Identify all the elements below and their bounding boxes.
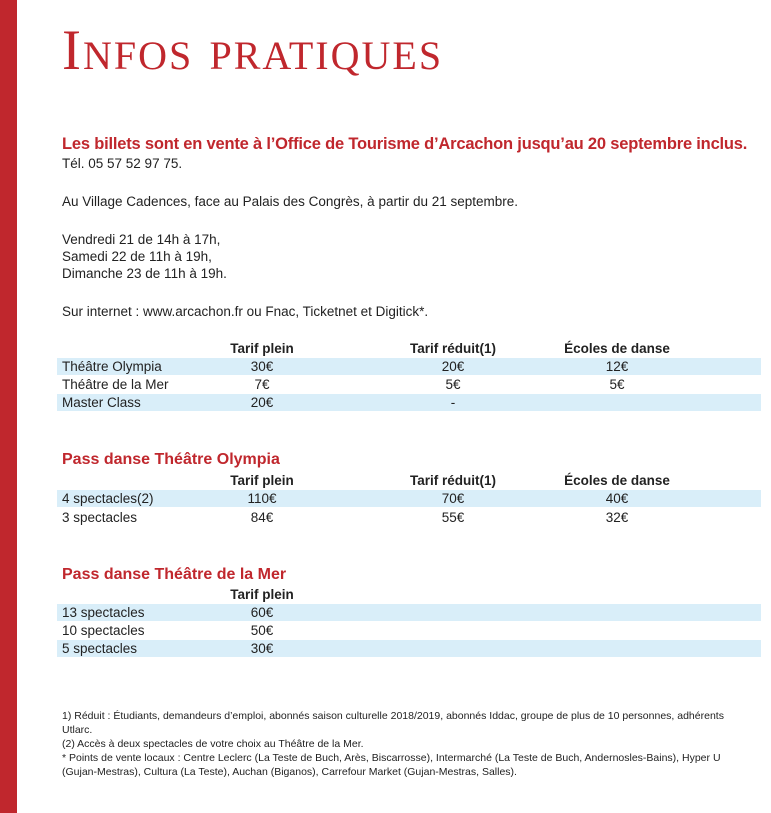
price-ecoles-danse: 12€ (605, 359, 629, 374)
header-tarif-plein: Tarif plein (230, 341, 294, 356)
tarifs-header-row (57, 340, 761, 357)
row-label: Théâtre de la Mer (62, 377, 169, 392)
page-title: Infos pratiques (62, 19, 444, 82)
header-tarif-reduit: Tarif réduit(1) (409, 341, 497, 356)
footnote-points-de-vente: * Points de vente locaux : Centre Leclerc (La Teste de Buch, Arès, Biscarrosse), Intermarché (La Teste de Buch, Andernosles-Bains), Hyper U (Gujan-Mestras), Cultura (La Teste), Auchan (Biganos), Carrefour Market (Gujan-Mestras, Salles). (62, 752, 721, 778)
price-tarif-reduit: 20€ (441, 359, 465, 374)
price-tarif-plein: 7€ (254, 377, 270, 392)
header-ecoles-danse: Écoles de danse (564, 473, 670, 488)
price-tarif-reduit: - (450, 395, 456, 410)
pass-olympia-title: Pass danse Théâtre Olympia (62, 451, 280, 468)
price-ecoles-danse: 40€ (605, 491, 629, 506)
schedule-saturday: Samedi 22 de 11h à 19h, (62, 249, 212, 264)
price-ecoles-danse: 32€ (605, 510, 629, 525)
table-row (57, 640, 761, 657)
price-tarif-plein: 30€ (250, 641, 274, 656)
footnote-reduit: 1) Réduit : Étudiants, demandeurs d’emploi, abonnés saison culturelle 2018/2019, abonnés Iddac, groupe de plus de 10 personnes, adhérents Utlarc. (62, 710, 724, 736)
table-row (57, 604, 761, 621)
row-label: 10 spectacles (62, 623, 145, 638)
header-tarif-plein: Tarif plein (230, 473, 294, 488)
internet-info: Sur internet : www.arcachon.fr ou Fnac, Ticketnet et Digitick*. (62, 304, 429, 319)
table-row (57, 376, 761, 393)
table-row (57, 509, 761, 526)
price-tarif-reduit: 55€ (441, 510, 465, 525)
row-label: 3 spectacles (62, 510, 138, 525)
schedule-friday: Vendredi 21 de 14h à 17h, (62, 232, 221, 247)
left-accent-bar (0, 0, 17, 813)
row-label: 4 spectacles(2) (62, 491, 154, 506)
row-label: 13 spectacles (62, 605, 145, 620)
price-tarif-reduit: 5€ (445, 377, 461, 392)
price-tarif-plein: 60€ (250, 605, 274, 620)
price-ecoles-danse: 5€ (609, 377, 625, 392)
pass-mer-title: Pass danse Théâtre de la Mer (62, 566, 287, 583)
price-tarif-plein: 84€ (250, 510, 274, 525)
footnote-acces: (2) Accès à deux spectacles de votre choix au Théâtre de la Mer. (62, 738, 364, 750)
price-tarif-plein: 20€ (250, 395, 274, 410)
price-tarif-plein: 110€ (247, 491, 277, 506)
table-row (57, 358, 761, 375)
price-tarif-plein: 30€ (250, 359, 274, 374)
header-tarif-reduit: Tarif réduit(1) (409, 473, 497, 488)
header-ecoles-danse: Écoles de danse (564, 341, 670, 356)
table-row (57, 490, 761, 507)
olympia-header-row (57, 472, 761, 489)
price-tarif-plein: 50€ (250, 623, 274, 638)
ticket-sales-headline: Les billets sont en vente à l’Office de Tourisme d’Arcachon jusqu’au 20 septembre inclus. (62, 135, 748, 153)
row-label: Théâtre Olympia (62, 359, 162, 374)
phone-number: Tél. 05 57 52 97 75. (62, 156, 183, 171)
mer-header-row (57, 586, 761, 603)
schedule-sunday: Dimanche 23 de 11h à 19h. (62, 266, 227, 281)
table-row (57, 622, 761, 639)
village-info: Au Village Cadences, face au Palais des Congrès, à partir du 21 septembre. (62, 194, 519, 209)
row-label: 5 spectacles (62, 641, 138, 656)
header-tarif-plein: Tarif plein (230, 587, 294, 602)
table-row (57, 394, 761, 411)
price-tarif-reduit: 70€ (441, 491, 465, 506)
row-label: Master Class (62, 395, 141, 410)
